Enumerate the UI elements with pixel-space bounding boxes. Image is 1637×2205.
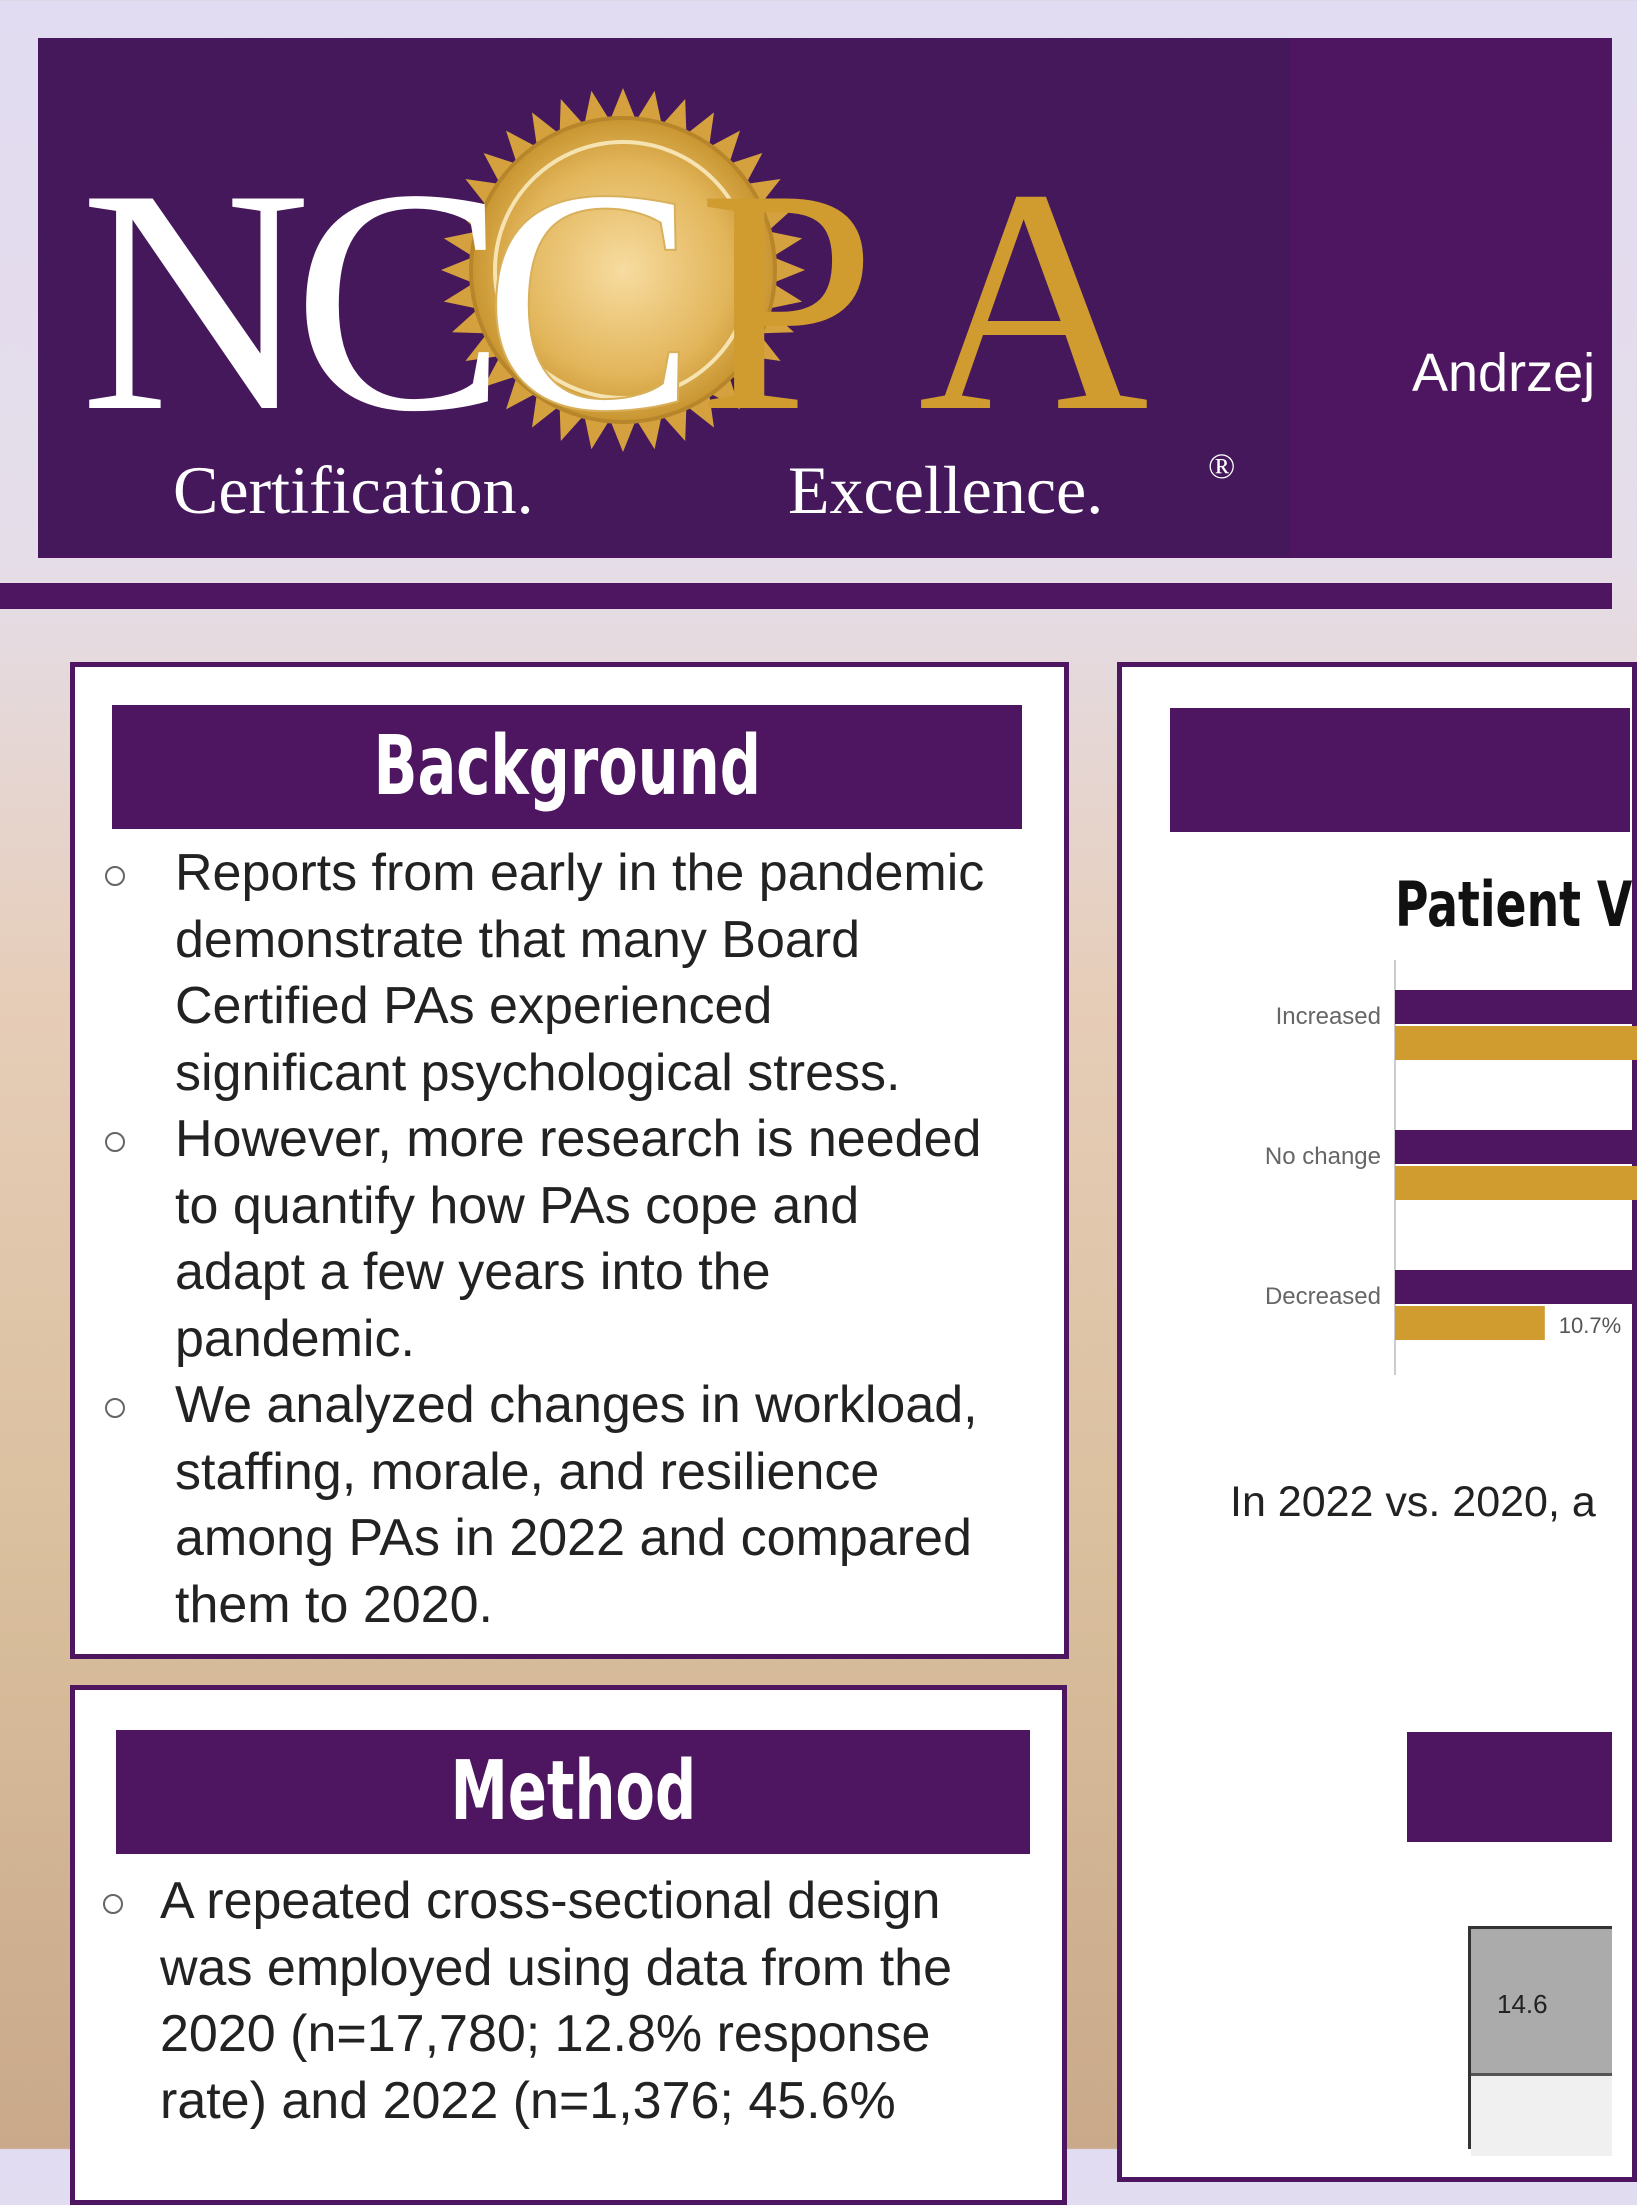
logo-tagline-certification: Certification. [173,452,534,528]
chart-category-label: Increased [1275,1003,1381,1030]
chart-category-label: Decreased [1264,1283,1381,1310]
background-bullet-line: adapt a few years into the [175,1243,771,1301]
results-heading [1170,708,1630,832]
background-bullet-list [103,840,1063,1638]
background-bullet-line: We analyzed changes in workload, [175,1376,978,1434]
chart-bar [1395,1166,1637,1200]
background-bullet-line: demonstrate that many Board [175,910,861,969]
background-bullet-line: to quantify how PAs cope and [175,1176,860,1235]
chart-bar [1395,1270,1637,1304]
bullet-circle-icon [105,866,125,886]
background-bullet [103,1106,1063,1372]
logo-tagline-excellence: Excellence. [788,452,1104,528]
results-table [1468,1926,1612,2149]
chart-bar [1395,1306,1545,1340]
chart-category-label: No change [1264,1143,1381,1170]
nccpa-logo [38,38,1290,556]
method-bullet-line: was employed using data from the [160,1938,952,1997]
header-divider [0,583,1612,609]
background-bullet [103,840,1063,1106]
method-bullet-list [102,1868,1062,2134]
background-bullet-line: Certified PAs experienced [175,977,773,1035]
background-bullet-line: them to 2020. [175,1575,493,1634]
method-heading: Method [116,1730,1030,1854]
chart-bar [1395,1130,1637,1164]
background-bullet-line: However, more research is needed [175,1110,982,1168]
logo-letter-n: N [80,124,312,478]
method-bullet [102,1868,1062,2134]
chart-bar [1395,1026,1637,1060]
author-name: Andrzej [1412,343,1596,403]
method-bullet-line: A repeated cross-sectional design [160,1872,941,1930]
chart-bar [1395,990,1637,1024]
table-heading [1407,1732,1612,1842]
background-bullet-line: among PAs in 2022 and compared [175,1509,972,1567]
bullet-circle-icon [105,1132,125,1152]
logo-letter-p: P [698,124,876,478]
method-bullet-line: 2020 (n=17,780; 12.8% response [160,2005,931,2063]
table-cell [1471,2076,1612,2156]
bullet-circle-icon [105,1398,125,1418]
logo-letter-a: A [918,124,1150,478]
background-heading: Background [112,705,1022,829]
logo-letter-c1: C [293,124,507,478]
patient-volume-chart [1220,950,1622,1380]
table-cell: 14.6 [1471,1929,1612,2076]
bullet-circle-icon [103,1894,123,1914]
background-bullet-line: significant psychological stress. [175,1043,901,1102]
logo-letter-c2: C [483,124,697,478]
results-summary-text: In 2022 vs. 2020, a [1230,1478,1596,1526]
background-bullet-line: pandemic. [175,1309,415,1368]
logo-registered-mark: ® [1208,446,1236,486]
background-bullet-line: staffing, morale, and resilience [175,1442,880,1501]
method-bullet-line: rate) and 2022 (n=1,376; 45.6% [160,2071,896,2130]
chart-data-label: 10.7% [1558,1313,1622,1338]
chart-title: Patient V [1395,868,1633,941]
background-bullet [103,1372,1063,1638]
background-bullet-line: Reports from early in the pandemic [175,844,985,902]
